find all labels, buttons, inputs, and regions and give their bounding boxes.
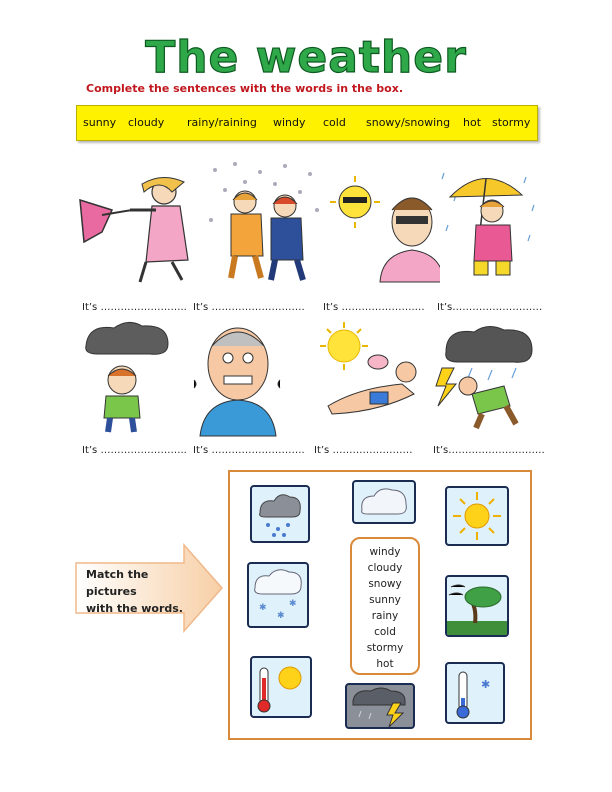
caption-row1-3: It’s ………………….…: [323, 302, 425, 313]
cloud-icon: [354, 482, 414, 522]
thermometer-sun-icon: [252, 658, 310, 716]
word-box-item: sunny: [83, 116, 117, 129]
svg-text:✱: ✱: [277, 611, 285, 621]
match-word[interactable]: rainy: [371, 610, 399, 622]
word-box-item: rainy/raining: [187, 116, 257, 129]
match-instruction-line: with the words.: [86, 602, 183, 615]
word-box-item: stormy: [492, 116, 531, 129]
rainy-girl-illustration: [440, 165, 540, 283]
instruction-text: Complete the sentences with the words in the box.: [86, 82, 404, 95]
sunny-tile[interactable]: [445, 486, 509, 546]
snow-cloud-icon: [249, 564, 307, 626]
word-box-item: windy: [273, 116, 306, 129]
svg-text:✱: ✱: [289, 599, 297, 609]
thermometer-cold-icon: [447, 664, 503, 722]
match-instruction: [86, 566, 196, 617]
snowy-children-illustration: [205, 160, 325, 288]
match-instruction-line: Match the pictures: [86, 568, 149, 598]
lightning-icon: [347, 685, 413, 727]
svg-text:✱: ✱: [259, 603, 267, 613]
caption-row1-4: It’s………………………: [437, 302, 543, 313]
word-box-item: cold: [323, 116, 346, 129]
snowy-tile[interactable]: [247, 562, 309, 628]
cloudy-tile[interactable]: [352, 480, 416, 524]
match-word[interactable]: snowy: [368, 578, 402, 590]
stormy-tile[interactable]: [345, 683, 415, 729]
match-word[interactable]: hot: [376, 658, 394, 670]
stormy-man-illustration: [432, 322, 540, 432]
page-title: The weather: [145, 32, 467, 83]
word-box-item: cloudy: [128, 116, 165, 129]
rain-cloud-icon: [252, 487, 308, 541]
cold-man-illustration: [190, 318, 285, 443]
sunny-boy-illustration: [330, 170, 440, 285]
match-word[interactable]: cloudy: [367, 562, 403, 574]
match-word[interactable]: sunny: [369, 594, 401, 606]
match-word[interactable]: windy: [369, 546, 401, 558]
windy-tree-icon: [447, 577, 507, 635]
caption-row2-4: It’s………………………..: [433, 445, 545, 456]
hot-tile[interactable]: [250, 656, 312, 718]
match-word[interactable]: cold: [374, 626, 396, 638]
caption-row2-2: It’s ……………………….: [193, 445, 305, 456]
cold-tile[interactable]: [445, 662, 505, 724]
svg-text:✱: ✱: [481, 678, 491, 691]
sun-icon: [447, 488, 507, 544]
caption-row1-1: It’s ……………………..: [82, 302, 187, 313]
match-word-list: [350, 537, 420, 675]
cloudy-boy-illustration: [80, 318, 175, 436]
hot-man-illustration: [318, 322, 430, 422]
caption-row1-2: It’s ……………………….: [193, 302, 305, 313]
word-box: [76, 105, 538, 141]
windy-tile[interactable]: [445, 575, 509, 637]
caption-row2-1: It’s ……………………..: [82, 445, 187, 456]
windy-woman-illustration: [72, 170, 192, 295]
word-box-item: snowy/snowing: [366, 116, 451, 129]
match-word[interactable]: stormy: [366, 642, 404, 654]
word-box-item: hot: [463, 116, 482, 129]
caption-row2-3: It’s ……………………: [314, 445, 413, 456]
rainy-cloud-tile[interactable]: [250, 485, 310, 543]
